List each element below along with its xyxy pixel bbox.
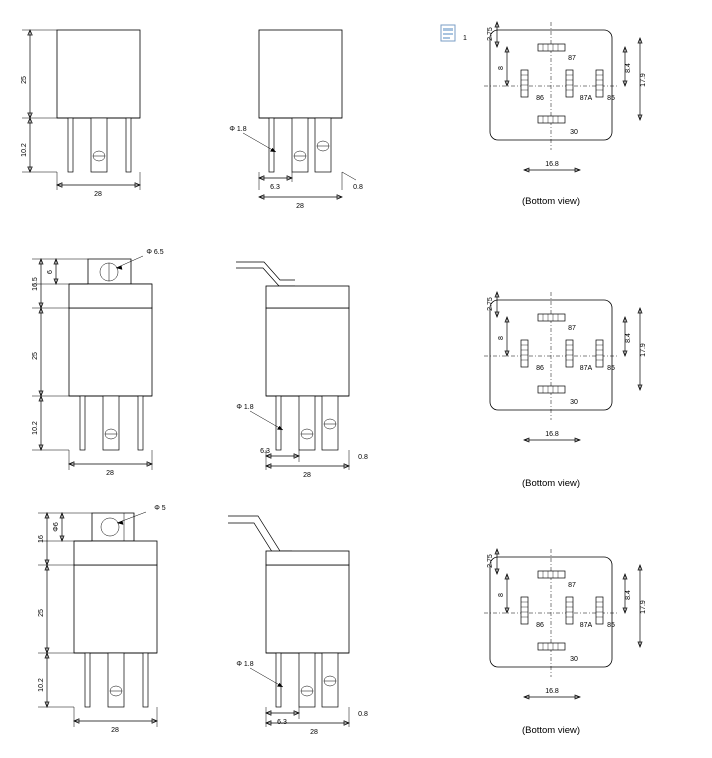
bottom-view-caption: (Bottom view) xyxy=(521,478,581,489)
terminal-87A: 87A xyxy=(579,365,593,372)
dim-hole-dia: Φ 1.8 xyxy=(229,126,247,133)
dim-right-inner: 8.4 xyxy=(625,590,632,600)
dim-bottom-width: 16.8 xyxy=(545,161,559,168)
terminal-87: 87 xyxy=(568,325,576,332)
dim-bottom-width: 16.8 xyxy=(545,688,559,695)
dim-top-gap: 2.75 xyxy=(487,554,494,568)
dim-left: 8 xyxy=(498,593,505,597)
dim-pin-height: 10.2 xyxy=(21,143,28,157)
dim-height: 25 xyxy=(38,609,45,617)
dim-height: 25 xyxy=(21,76,28,84)
terminal-87: 87 xyxy=(568,55,576,62)
dim-width: 28 xyxy=(94,191,102,198)
terminal-85: 85 xyxy=(607,365,615,372)
icon-caption: 1 xyxy=(463,35,467,42)
image-placeholder-icon xyxy=(441,25,467,42)
dim-thickness: 0.8 xyxy=(358,711,368,718)
dim-thickness: 0.8 xyxy=(353,184,363,191)
dim-top-gap: 2.75 xyxy=(487,27,494,41)
bottom-view-caption: (Bottom view) xyxy=(521,196,581,207)
dim-height: 25 xyxy=(32,352,39,360)
dim-thickness: 0.8 xyxy=(358,454,368,461)
row3-side-view xyxy=(228,516,368,736)
terminal-30: 30 xyxy=(570,399,578,406)
dim-pin-height: 10.2 xyxy=(38,678,45,692)
dim-bracket-hole: Φ 6.5 xyxy=(146,249,164,256)
terminal-86: 86 xyxy=(536,622,544,629)
terminal-87A: 87A xyxy=(579,95,593,102)
dim-right-inner: 8.4 xyxy=(625,333,632,343)
dim-bracket-total: 16.5 xyxy=(32,277,39,291)
row2-bottom-view xyxy=(484,292,647,489)
terminal-85: 85 xyxy=(607,622,615,629)
dim-bracket-hole: Φ 5 xyxy=(154,505,166,512)
dim-hole-dia: Φ 1.8 xyxy=(236,661,254,668)
dim-bracket-h: 6 xyxy=(47,270,54,274)
dim-right-outer: 17.9 xyxy=(640,343,647,357)
dim-left: 8 xyxy=(498,336,505,340)
terminal-86: 86 xyxy=(536,365,544,372)
dim-side-width: 28 xyxy=(310,729,318,736)
dim-bracket-h: Φ6 xyxy=(53,522,60,532)
dim-side-width: 28 xyxy=(296,203,304,210)
dim-right-outer: 17.9 xyxy=(640,600,647,614)
terminal-87: 87 xyxy=(568,582,576,589)
dim-top-gap: 2.75 xyxy=(487,297,494,311)
dim-width: 28 xyxy=(111,727,119,734)
row3-bottom-view xyxy=(484,549,647,736)
dim-bottom-width: 16.8 xyxy=(545,431,559,438)
terminal-30: 30 xyxy=(570,656,578,663)
dim-right-outer: 17.9 xyxy=(640,73,647,87)
terminal-86: 86 xyxy=(536,95,544,102)
dim-bracket-total: 16 xyxy=(38,535,45,543)
dim-pin-offset: 6.3 xyxy=(277,719,287,726)
terminal-30: 30 xyxy=(570,129,578,136)
dim-left: 8 xyxy=(498,66,505,70)
dim-pin-offset: 6.3 xyxy=(270,184,280,191)
row2-side-view xyxy=(236,262,368,479)
row1-front-view xyxy=(21,30,140,198)
row3-front-view xyxy=(38,505,166,734)
terminal-85: 85 xyxy=(607,95,615,102)
dim-pin-offset: 6.3 xyxy=(260,448,270,455)
terminal-87A: 87A xyxy=(579,622,593,629)
row1-bottom-view xyxy=(484,22,647,207)
dim-width: 28 xyxy=(106,470,114,477)
dim-right-inner: 8.4 xyxy=(625,63,632,73)
bottom-view-caption: (Bottom view) xyxy=(521,725,581,736)
row2-front-view xyxy=(32,249,164,477)
row1-side-view xyxy=(229,30,363,210)
dim-hole-dia: Φ 1.8 xyxy=(236,404,254,411)
dim-pin-height: 10.2 xyxy=(32,421,39,435)
dim-side-width: 28 xyxy=(303,472,311,479)
